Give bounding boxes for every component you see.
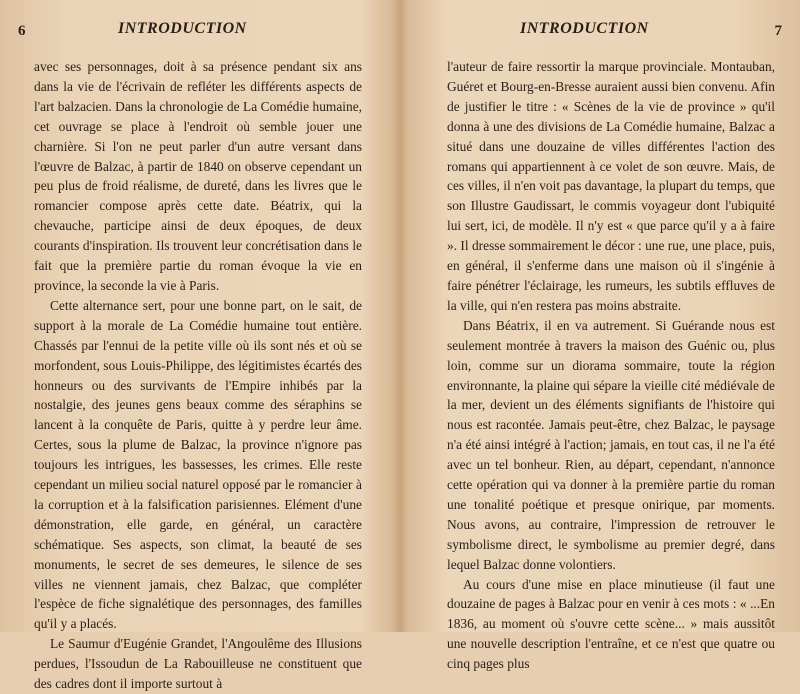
paragraph: Au cours d'une mise en place minutieuse (il faut une douzaine de pages à Balzac pour en venir à ces mots : « ...En 1836, au moment où s'ouvre cette scène... » mais aussitôt une nouvelle description l'entraîne, et ce n'est que quatre ou cinq pages plus xyxy=(447,576,775,672)
paragraph: l'auteur de faire ressortir la marque provinciale. Montauban, Guéret et Bourg-en-Bresse auraient aussi bien convenu. Afin de justifier le titre : « Scènes de la vie de province » qu'il donna à une des divisions de La Comédie humaine, Balzac a situé dans une douzaine de villes différentes l'action des romans qui appartiennent à ce volet de son œuvre. Mais, de ces villes, il n'en voit pas davantage, la plupart du temps, que son Illustre Gaudissart, le commis voyageur dont l'ubiquité lui sert, ici, de modèle. Il n'y est « que parce qu'il y a à faire ». Il dresse sommairement le décor : une rue, une place, puis, en général, il s'enferme dans une maison où il s'ingénie à faire pénétrer l'éclairage, les rumeurs, les subtils effluves de la ville, qui n'en restera pas moins abstraite. xyxy=(447,59,775,313)
page-number: 7 xyxy=(774,23,782,39)
paragraph: avec ses personnages, doit à sa présence pendant six ans dans la vie de l'écrivain de refléter les différents aspects de l'art balzacien. Dans la chronologie de La Comédie humaine, cet ouvrage se place à l'endroit où semble jouer une charnière. Si l'on ne peut parler d'un autre versant dans l'œuvre de Balzac, à partir de 1840 on observe cependant un peu plus de froid réalisme, de dureté, dans les livres que le romancier compose après cette date. Béatrix, qui la chevauche, participe ainsi de deux époques, de deux courants d'inspiration. Ils trouvent leur concrétisation dans le fait que la première partie du roman évoque la vie en province, la seconde la vie à Paris. xyxy=(34,59,362,293)
running-header: INTRODUCTION xyxy=(118,20,247,37)
running-header: INTRODUCTION xyxy=(520,20,649,37)
page-number: 6 xyxy=(18,23,26,39)
right-page xyxy=(400,0,800,672)
left-page xyxy=(0,0,400,692)
paragraph: Dans Béatrix, il en va autrement. Si Guérande nous est seulement montrée à travers la maison des Guénic ou, plus loin, comme sur un diorama sommaire, toute la région environnante, la plaine qui sépare la vieille cité médiévale de la mer, devient un des éléments signifiants de l'histoire qui nous est racontée. Jamais peut-être, chez Balzac, le paysage n'a été ainsi intégré à l'action; jamais, en tout cas, il ne l'a été avec un tel bonheur. Rien, au départ, cependant, n'annonce cette opération qui va donner à la première partie du roman une tonalité poétique et presque onirique, par moments. Nous avons, au contraire, l'impression de retrouver le symbolisme direct, le symbolisme au premier degré, dans lequel Balzac donne volontiers. xyxy=(447,317,775,572)
paragraph: Le Saumur d'Eugénie Grandet, l'Angoulême des Illusions perdues, l'Issoudun de La Rabouilleuse ne constituent que des cadres dont il importe surtout à xyxy=(34,636,362,692)
paragraph: Cette alternance sert, pour une bonne part, on le sait, de support à la morale de La Comédie humaine tout entière. Chassés par l'ennui de la petite ville où ils sont nés et où se morfondent, sous Louis-Philippe, des légitimistes écartés des honneurs ou des survivants de l'Empire inhibés par la nostalgie, des jeunes gens beaux comme des séraphins se lancent à la conquête de Paris, quitte à y perdre leur âme. Certes, sous la plume de Balzac, la province n'ignore pas toujours les intrigues, les bassesses, les crimes. Elle reste cependant un milieu social naturel opposé par le romancier à la corruption et à la falsification parisiennes. Elément d'une démonstration, elle garde, en général, un caractère schématique. Ses aspects, son climat, la beauté de ses monuments, le secret de ses demeures, le silence de ses villes ne viennent jamais, chez Balzac, que compléter l'espèce de fiche signalétique des personnages, des familles qu'il y a placés. xyxy=(34,297,362,632)
body-text xyxy=(34,57,362,694)
body-text xyxy=(447,57,775,674)
